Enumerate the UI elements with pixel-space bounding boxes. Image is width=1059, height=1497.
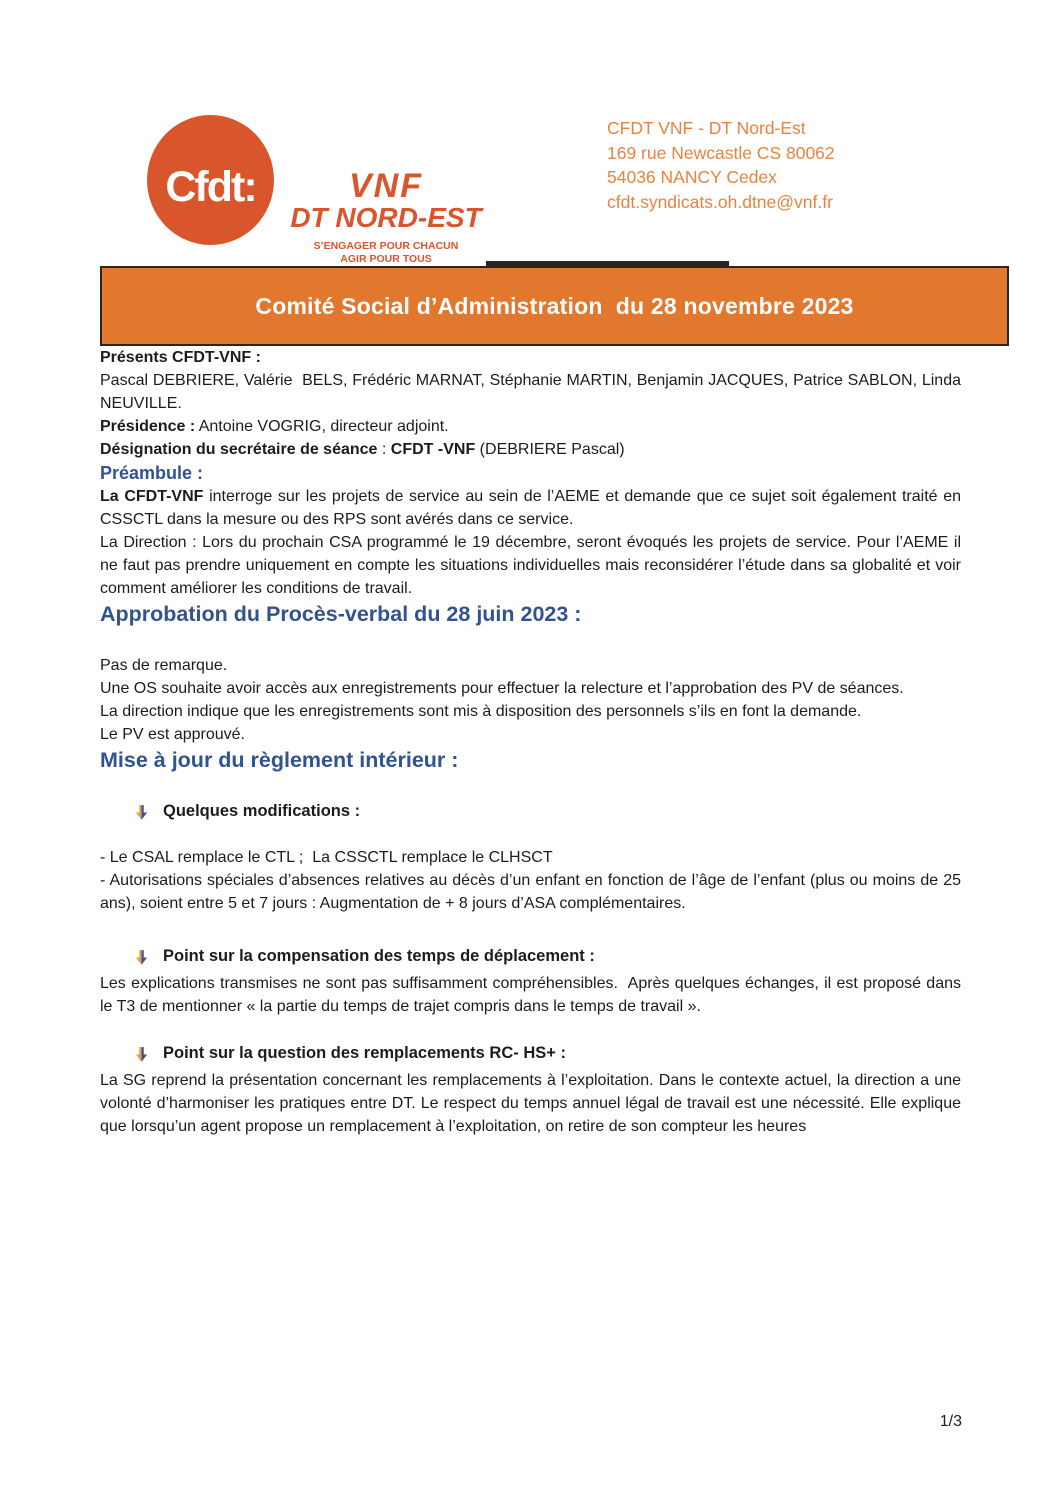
cfdt-logo-text: Cfdt: [165, 162, 256, 211]
down-arrow-bullet-icon [135, 1046, 148, 1069]
preambule-paragraph-1 [100, 485, 961, 531]
vnf-logo-line2: DT NORD-EST [290, 202, 482, 233]
down-arrow-bullet-icon [135, 949, 148, 972]
cfdt-logo [147, 115, 274, 245]
page-number: 1/3 [939, 1413, 962, 1430]
document-body [100, 346, 961, 1138]
vnf-logo-tagline [288, 240, 484, 266]
modification-line-2: - Autorisations spéciales d’absences relatives au décès d’un enfant en fonction de l’âge de l’enfant (plus ou moins de 25 ans), soient entre 5 et 7 jours : Augmentation de + 8 jours d’ASA complémentaires. [100, 872, 961, 912]
vnf-tagline-line2: AGIR POUR TOUS [340, 253, 432, 265]
preambule-p1-rest: interroge sur les projets de service au sein de l’AEME et demande que ce sujet soit également traité en CSSCTL dans la mesure ou des RPS sont avérés dans ce service. [100, 488, 962, 528]
reglement-heading: Mise à jour du règlement intérieur : [100, 748, 459, 772]
contact-org-name: CFDT VNF - DT Nord-Est [607, 118, 806, 138]
presidence-line [100, 415, 961, 438]
approbation-remarks [100, 654, 961, 723]
vnf-logo-line1: VNF [349, 167, 423, 205]
vnf-logo [288, 167, 484, 266]
approbation-line-1: Pas de remarque. [100, 657, 228, 674]
modifications-list [100, 846, 961, 915]
vnf-tagline-line1: S’ENGAGER POUR CHACUN [313, 240, 459, 252]
designation-value: CFDT -VNF [390, 441, 476, 458]
bullet-label-deplacement: Point sur la compensation des temps de déplacement : [163, 947, 595, 965]
preambule-p1-bold: La CFDT-VNF [100, 488, 204, 505]
approbation-line-2: Une OS souhaite avoir accès aux enregistrements pour effectuer la relecture et l’approbation des PV de séances. [100, 680, 904, 697]
contact-address-line: 169 rue Newcastle CS 80062 [607, 142, 835, 163]
contact-email: cfdt.syndicats.oh.dtne@vnf.fr [607, 191, 833, 212]
approbation-heading: Approbation du Procès-verbal du 28 juin 2023 : [100, 602, 582, 626]
title-banner [100, 266, 1009, 346]
designation-sep: : [377, 441, 391, 458]
deplacement-paragraph: Les explications transmises ne sont pas suffisamment compréhensibles. Après quelques échanges, il est proposé dans le T3 de mentionner « la partie du temps de trajet compris dans le temps de travail ». [100, 975, 961, 1015]
contact-block [607, 116, 835, 214]
contact-city-line: 54036 NANCY Cedex [607, 167, 777, 187]
bullet-item-remplacements [100, 1042, 961, 1069]
approbation-line-3: La direction indique que les enregistrements sont mis à disposition des personnels s’ils en font la demande. [100, 703, 862, 720]
remplacements-paragraph: La SG reprend la présentation concernant les remplacements à l’exploitation. Dans le contexte actuel, la direction a une volonté d’harmoniser les pratiques entre DT. Le respect du temps annuel légal de travail est une nécessité. Elle explique que lorsqu’un agent propose un remplacement à l’exploitation, on retire de son compteur les heures [100, 1072, 961, 1135]
designation-label: Désignation du secrétaire de séance [100, 441, 378, 458]
bullet-item-modifications [100, 800, 961, 827]
down-arrow-bullet-icon [135, 804, 148, 827]
approbation-conclusion: Le PV est approuvé. [100, 726, 245, 743]
presents-label: Présents CFDT-VNF : [100, 349, 261, 366]
bullet-label-remplacements: Point sur la question des remplacements RC- HS+ : [163, 1044, 566, 1062]
presidence-text: Antoine VOGRIG, directeur adjoint. [195, 418, 449, 435]
document-title: Comité Social d’Administration du 28 novembre 2023 [255, 292, 854, 319]
modification-line-1: - Le CSAL remplace le CTL ; La CSSCTL remplace le CLHSCT [100, 849, 553, 866]
presidence-label: Présidence : [100, 418, 196, 435]
designation-line [100, 438, 961, 461]
preambule-heading: Préambule : [100, 463, 204, 483]
bullet-item-deplacement [100, 945, 961, 972]
designation-rest: (DEBRIERE Pascal) [475, 441, 625, 458]
presents-names: Pascal DEBRIERE, Valérie BELS, Frédéric MARNAT, Stéphanie MARTIN, Benjamin JACQUES, Patrice SABLON, Linda NEUVILLE. [100, 372, 961, 412]
preambule-paragraph-2: La Direction : Lors du prochain CSA programmé le 19 décembre, seront évoqués les projets de service. Pour l’AEME il ne faut pas prendre uniquement en compte les situations individuelles mais reconsidérer l’étude dans sa globalité et voir comment améliorer les conditions de travail. [100, 534, 961, 597]
bullet-label-modifications: Quelques modifications : [163, 802, 361, 820]
